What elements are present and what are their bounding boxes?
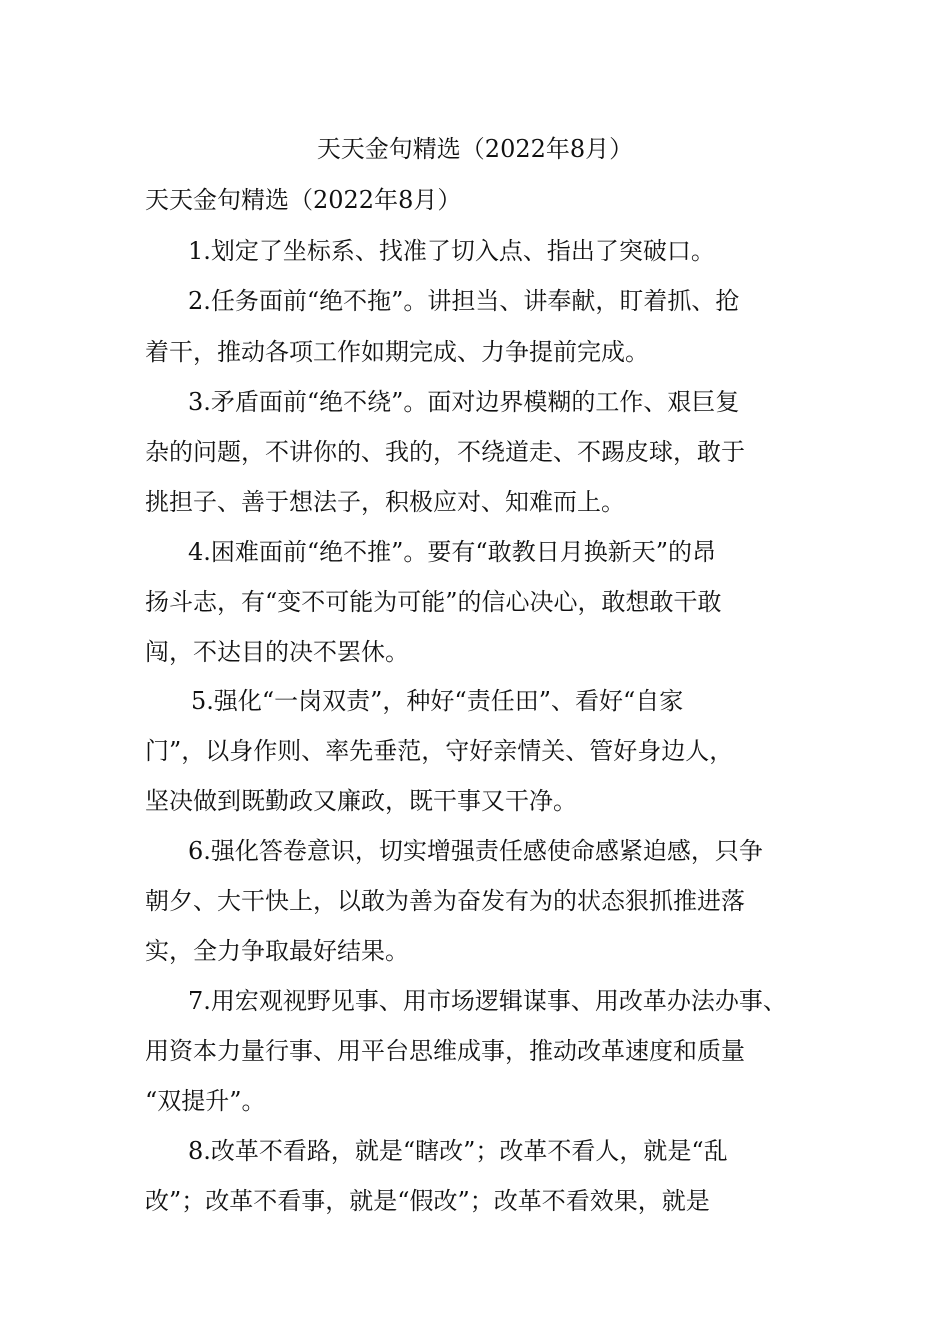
paragraph-6-line-3: 实，全力争取最好结果。: [145, 937, 409, 965]
paragraph-5-line-3: 坚决做到既勤政又廉政，既干事又干净。: [145, 787, 577, 815]
paragraph-4-line-2: 扬斗志，有“变不可能为可能”的信心决心，敢想敢干敢: [145, 588, 722, 616]
paragraph-3-line-3: 挑担子、善于想法子，积极应对、知难而上。: [145, 488, 625, 516]
paragraph-5-line-1: 5.强化“一岗双责”，种好“责任田”、看好“自家: [191, 687, 684, 715]
paragraph-3-line-2: 杂的问题，不讲你的、我的，不绕道走、不踢皮球，敢于: [145, 438, 745, 466]
paragraph-2-line-1: 2.任务面前“绝不拖”。讲担当、讲奉献，盯着抓、抢: [188, 287, 740, 315]
paragraph-6-line-2: 朝夕、大干快上，以敢为善为奋发有为的状态狠抓推进落: [145, 887, 745, 915]
paragraph-5-line-2: 门”，以身作则、率先垂范，守好亲情关、管好身边人，: [145, 737, 734, 765]
paragraph-8-line-1: 8.改革不看路，就是“瞎改”；改革不看人，就是“乱: [188, 1137, 728, 1165]
paragraph-7-line-2: 用资本力量行事、用平台思维成事，推动改革速度和质量: [145, 1037, 745, 1065]
paragraph-7-line-3: “双提升”。: [145, 1087, 266, 1115]
paragraph-2-line-2: 着干，推动各项工作如期完成、力争提前完成。: [145, 338, 649, 366]
document-subtitle: 天天金句精选（2022年8月）: [145, 186, 462, 214]
paragraph-3-line-1: 3.矛盾面前“绝不绕”。面对边界模糊的工作、艰巨复: [188, 388, 740, 416]
paragraph-4-line-3: 闯，不达目的决不罢休。: [145, 638, 409, 666]
paragraph-4-line-1: 4.困难面前“绝不推”。要有“敢教日月换新天”的昂: [188, 538, 716, 566]
paragraph-6-line-1: 6.强化答卷意识，切实增强责任感使命感紧迫感，只争: [188, 837, 763, 865]
paragraph-8-line-2: 改”；改革不看事，就是“假改”；改革不看效果，就是: [145, 1187, 710, 1215]
document-title: 天天金句精选（2022年8月）: [316, 135, 634, 163]
paragraph-1-line-1: 1.划定了坐标系、找准了切入点、指出了突破口。: [188, 237, 715, 265]
paragraph-7-line-1: 7.用宏观视野见事、用市场逻辑谋事、用改革办法办事、: [188, 987, 787, 1015]
